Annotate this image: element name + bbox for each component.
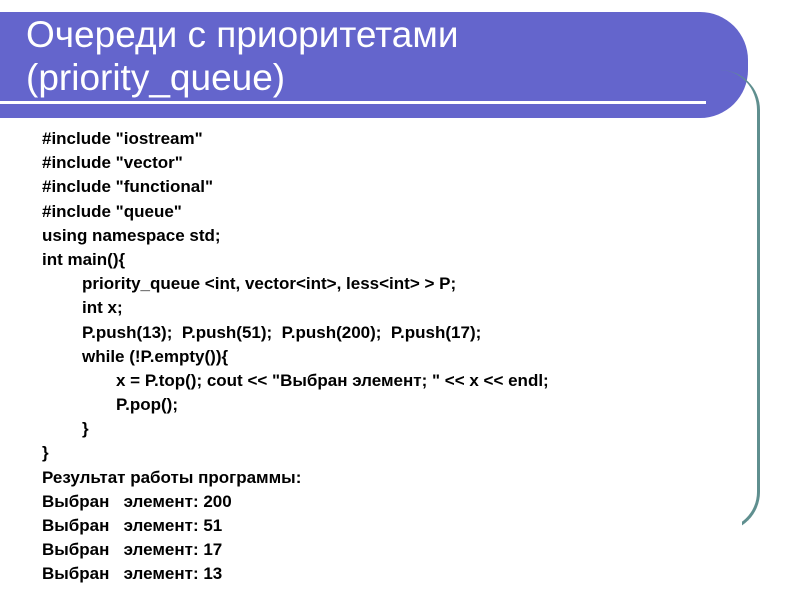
code-line: while (!P.empty()){: [82, 346, 229, 366]
code-line: #include "functional": [42, 177, 214, 197]
code-line: #include "iostream": [42, 129, 203, 148]
code-listing: [42, 127, 742, 587]
code-line: P.pop();: [116, 395, 179, 415]
code-line: x = P.top(); cout << "Выбран элемент; " << x << endl;: [116, 370, 549, 390]
code-line: int x;: [82, 298, 123, 318]
output-heading: Результат работы программы:: [42, 467, 302, 487]
code-line: #include "queue": [42, 201, 182, 221]
output-line: Выбран элемент: 200: [42, 491, 232, 511]
code-line: P.push(13); P.push(51); P.push(200); P.push(17);: [82, 322, 482, 342]
code-line: }: [42, 443, 49, 463]
output-line: Выбран элемент: 17: [42, 540, 223, 560]
code-line: }: [82, 419, 89, 439]
code-line: int main(){: [42, 249, 126, 269]
title-line-2: (priority_queue): [26, 57, 286, 98]
code-line: priority_queue <int, vector<int>, less<int> > P;: [82, 274, 457, 294]
output-line: Выбран элемент: 51: [42, 516, 223, 535]
code-line: #include "vector": [42, 153, 183, 173]
output-line: Выбран элемент: 13: [42, 564, 223, 584]
code-line: using namespace std;: [42, 225, 221, 245]
slide-title: [26, 13, 459, 99]
title-line-1: Очереди с приоритетами: [26, 14, 459, 55]
